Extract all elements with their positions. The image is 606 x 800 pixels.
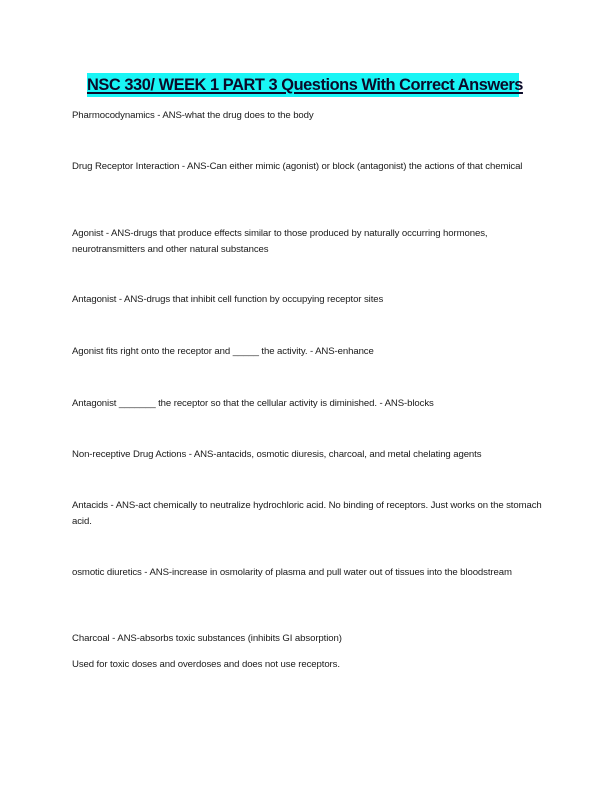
qa-entry-drug-receptor-interaction: Drug Receptor Interaction - ANS-Can either mimic (agonist) or block (antagonist) the actions of that chemical: [72, 161, 523, 172]
qa-entry-pharmacodynamics: Pharmocodynamics - ANS-what the drug does to the body: [72, 110, 314, 121]
qa-entry-charcoal-note: Used for toxic doses and overdoses and does not use receptors.: [72, 659, 340, 670]
qa-entry-charcoal: Charcoal - ANS-absorbs toxic substances (inhibits GI absorption): [72, 633, 342, 644]
qa-entry-antagonist: Antagonist - ANS-drugs that inhibit cell function by occupying receptor sites: [72, 294, 384, 305]
qa-entry-non-receptive-drug-actions: Non-receptive Drug Actions - ANS-antacids, osmotic diuresis, charcoal, and metal chelating agents: [72, 449, 482, 460]
qa-entry-agonist-fill-blank: Agonist fits right onto the receptor and _____ the activity. - ANS-enhance: [72, 346, 374, 357]
qa-entry-agonist: Agonist - ANS-drugs that produce effects similar to those produced by naturally occurring hormones, neurotransmitters and other natural substances: [72, 228, 488, 255]
qa-entry-antagonist-fill-blank: Antagonist _______ the receptor so that the cellular activity is diminished. - ANS-blocks: [72, 398, 434, 409]
qa-entry-osmotic-diuretics: osmotic diuretics - ANS-increase in osmolarity of plasma and pull water out of tissues into the bloodstream: [72, 567, 512, 578]
qa-entry-antacids: Antacids - ANS-act chemically to neutralize hydrochloric acid. No binding of receptors. Just works on the stomach acid.: [72, 500, 542, 527]
document-title: NSC 330/ WEEK 1 PART 3 Questions With Correct Answers: [87, 73, 519, 97]
